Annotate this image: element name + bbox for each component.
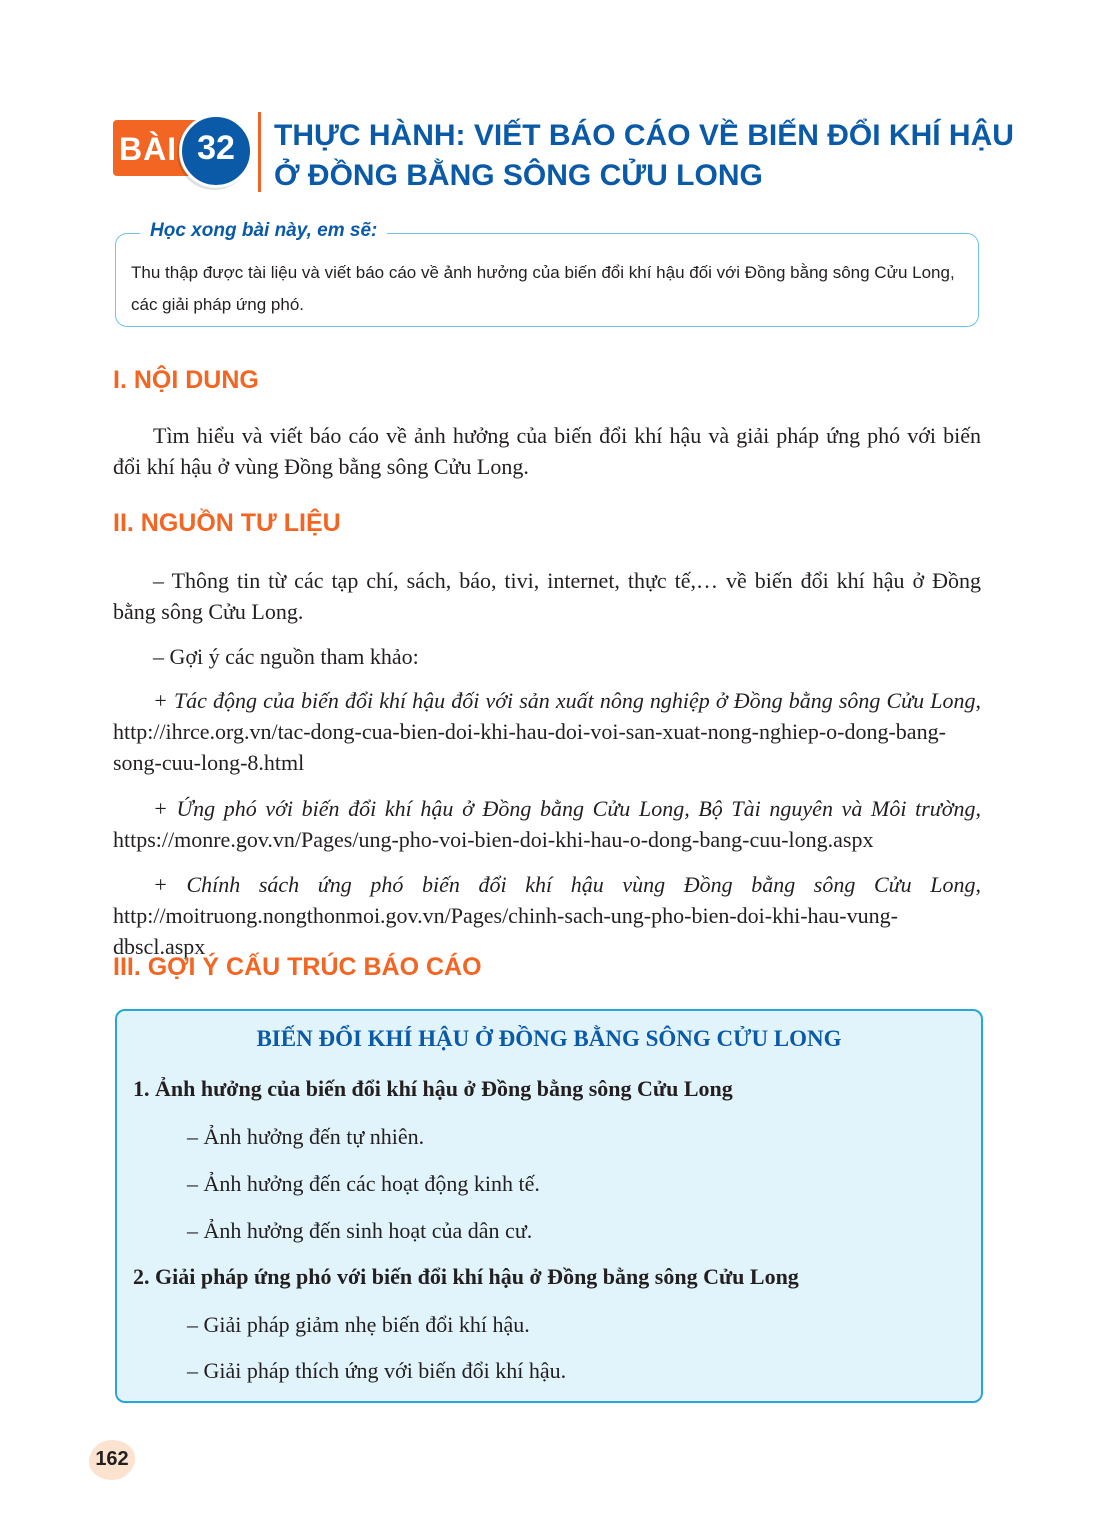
reference-url: , http://moitruong.nongthonmoi.gov.vn/Pages/chinh-sach-ung-pho-bien-doi-khi-hau-vung-dbscl.aspx: [113, 872, 981, 959]
title-divider: [258, 112, 261, 192]
reference-title: + Ứng phó với biến đổi khí hậu ở Đồng bằng Cửu Long, Bộ Tài nguyên và Môi trường: [153, 796, 976, 821]
structure-bullet: – Ảnh hưởng đến tự nhiên.: [187, 1124, 425, 1149]
structure-item-heading: 1. Ảnh hưởng của biến đổi khí hậu ở Đồng bằng sông Cửu Long: [133, 1076, 733, 1101]
section-heading-content: I. NỘI DUNG: [113, 366, 259, 394]
content-paragraph: Tìm hiểu và viết báo cáo về ảnh hưởng của biến đổi khí hậu và giải pháp ứng phó với biến đổi khí hậu ở vùng Đồng bằng sông Cửu Long.: [113, 423, 981, 479]
reference-title: + Tác động của biến đổi khí hậu đối với sản xuất nông nghiệp ở Đồng bằng sông Cửu Long: [153, 688, 976, 713]
sources-suggestion: – Gợi ý các nguồn tham khảo:: [153, 644, 419, 669]
section-heading-structure: III. GỢI Ý CẤU TRÚC BÁO CÁO: [113, 953, 482, 981]
objective-heading: Học xong bài này, em sẽ:: [140, 220, 387, 242]
structure-item-heading: 2. Giải pháp ứng phó với biến đổi khí hậu ở Đồng bằng sông Cửu Long: [133, 1264, 799, 1289]
lesson-title-line1: THỰC HÀNH: VIẾT BÁO CÁO VỀ BIẾN ĐỔI KHÍ HẬU: [274, 119, 1014, 152]
reference-item: [113, 685, 981, 778]
structure-bullet: – Giải pháp giảm nhẹ biến đổi khí hậu.: [187, 1312, 530, 1337]
lesson-title: [274, 116, 1014, 196]
lesson-title-line2: Ở ĐỒNG BẰNG SÔNG CỬU LONG: [274, 159, 763, 192]
section-heading-sources: II. NGUỒN TƯ LIỆU: [113, 509, 341, 537]
structure-bullet: – Ảnh hưởng đến sinh hoạt của dân cư.: [187, 1218, 533, 1243]
page-number: 162: [95, 1448, 129, 1470]
reference-url: , https://monre.gov.vn/Pages/ung-pho-voi-bien-doi-khi-hau-o-dong-bang-cuu-long.aspx: [113, 796, 981, 852]
report-structure-box: [115, 1009, 983, 1403]
lesson-tag-label: BÀI: [119, 131, 178, 167]
structure-bullet: – Giải pháp thích ứng với biến đổi khí hậu.: [187, 1358, 567, 1383]
reference-item: [113, 793, 981, 855]
reference-title: + Chính sách ứng phó biến đổi khí hậu vùng Đồng bằng sông Cửu Long: [153, 872, 976, 897]
sources-paragraph: – Thông tin từ các tạp chí, sách, báo, tivi, internet, thực tế,… về biến đổi khí hậu ở Đồng bằng sông Cửu Long.: [113, 568, 981, 624]
reference-item: [113, 869, 981, 962]
reference-url: , http://ihrce.org.vn/tac-dong-cua-bien-doi-khi-hau-doi-voi-san-xuat-nong-nghiep-o-dong-bang-song-cuu-long-8.html: [113, 688, 981, 775]
lesson-number: 32: [197, 129, 235, 167]
objective-text: Thu thập được tài liệu và viết báo cáo về ảnh hưởng của biến đổi khí hậu đối với Đồng bằng sông Cửu Long, các giải pháp ứng phó.: [131, 263, 955, 314]
report-structure-title: BIẾN ĐỔI KHÍ HẬU Ở ĐỒNG BẰNG SÔNG CỬU LONG: [256, 1026, 842, 1051]
structure-bullet: – Ảnh hưởng đến các hoạt động kinh tế.: [187, 1171, 540, 1196]
